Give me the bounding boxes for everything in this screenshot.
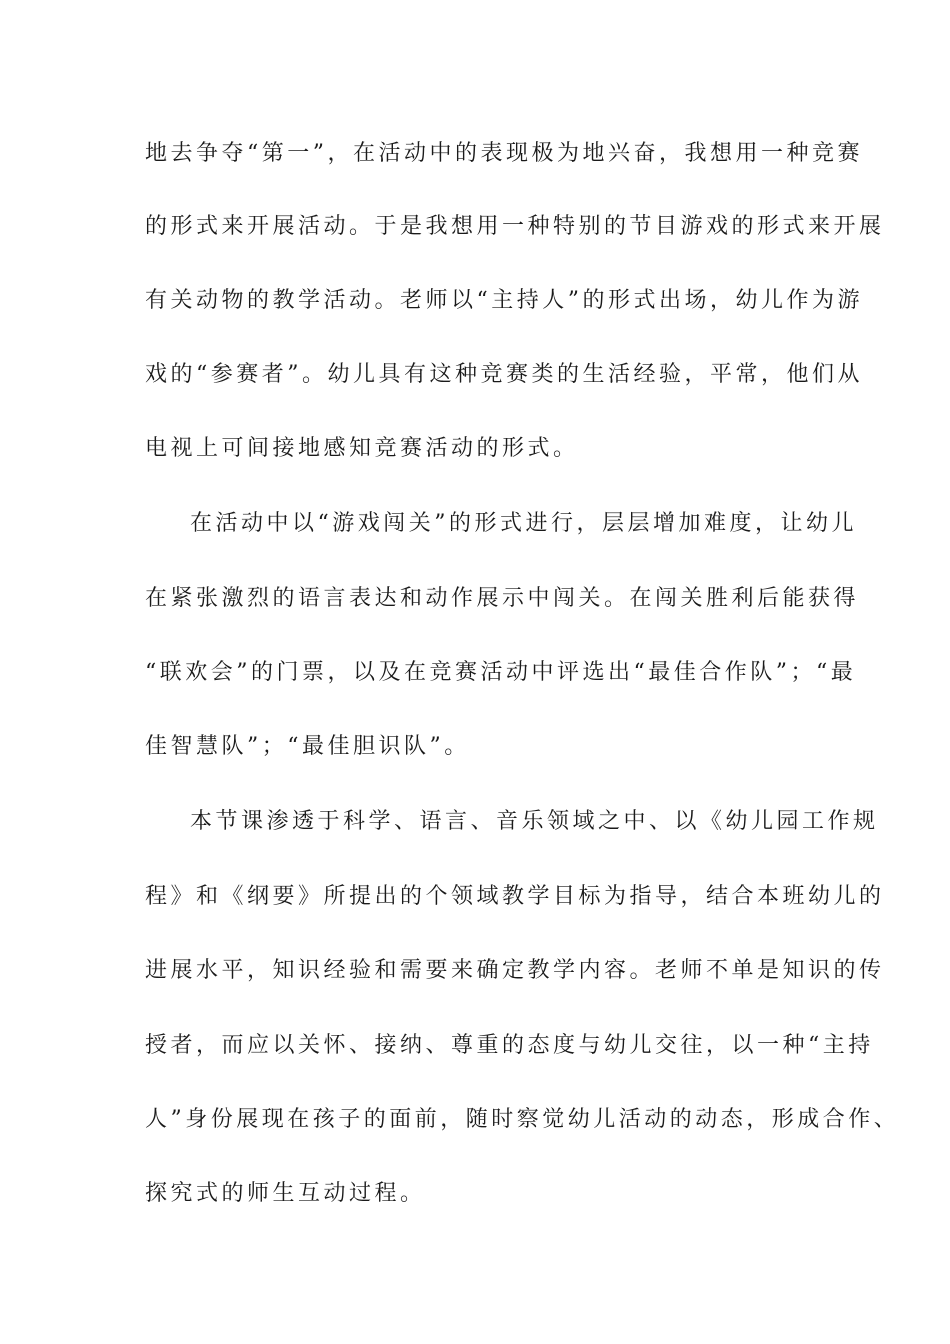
paragraph-3-line-3: 进展水平，知识经验和需要来确定教学内容。老师不单是知识的传 (145, 958, 885, 983)
paragraph-3-line-4: 授者，而应以关怀、接纳、尊重的态度与幼儿交往，以一种“主持 (145, 1033, 874, 1058)
paragraph-2-line-4: 佳智慧队”；“最佳胆识队”。 (145, 734, 470, 759)
paragraph-2-line-2: 在紧张激烈的语言表达和动作展示中闯关。在闯关胜利后能获得 (145, 586, 860, 611)
paragraph-2-line-1: 在活动中以“游戏闯关”的形式进行，层层增加难度，让幼儿 (190, 511, 857, 536)
paragraph-1-line-3: 有关动物的教学活动。老师以“主持人”的形式出场，幼儿作为游 (145, 288, 863, 313)
paragraph-3-line-5: 人”身份展现在孩子的面前，随时察觉幼儿活动的动态，形成合作、 (145, 1107, 900, 1132)
paragraph-1-line-4: 戏的“参赛者”。幼儿具有这种竞赛类的生活经验，平常，他们从 (145, 362, 863, 387)
paragraph-1-line-1: 地去争夺“第一”，在活动中的表现极为地兴奋，我想用一种竞赛 (145, 141, 863, 166)
paragraph-1-line-5: 电视上可间接地感知竞赛活动的形式。 (145, 436, 579, 461)
paragraph-2-line-3: “联欢会”的门票，以及在竞赛活动中评选出“最佳合作队”；“最 (145, 660, 857, 685)
paragraph-1-line-2: 的形式来开展活动。于是我想用一种特别的节目游戏的形式来开展 (145, 214, 885, 239)
paragraph-3-line-2: 程》和《纲要》所提出的个领域教学目标为指导，结合本班幼儿的 (145, 884, 885, 909)
paragraph-3-line-6: 探究式的师生互动过程。 (145, 1181, 426, 1206)
paragraph-3-line-1: 本节课渗透于科学、语言、音乐领域之中、以《幼儿园工作规 (190, 809, 879, 834)
